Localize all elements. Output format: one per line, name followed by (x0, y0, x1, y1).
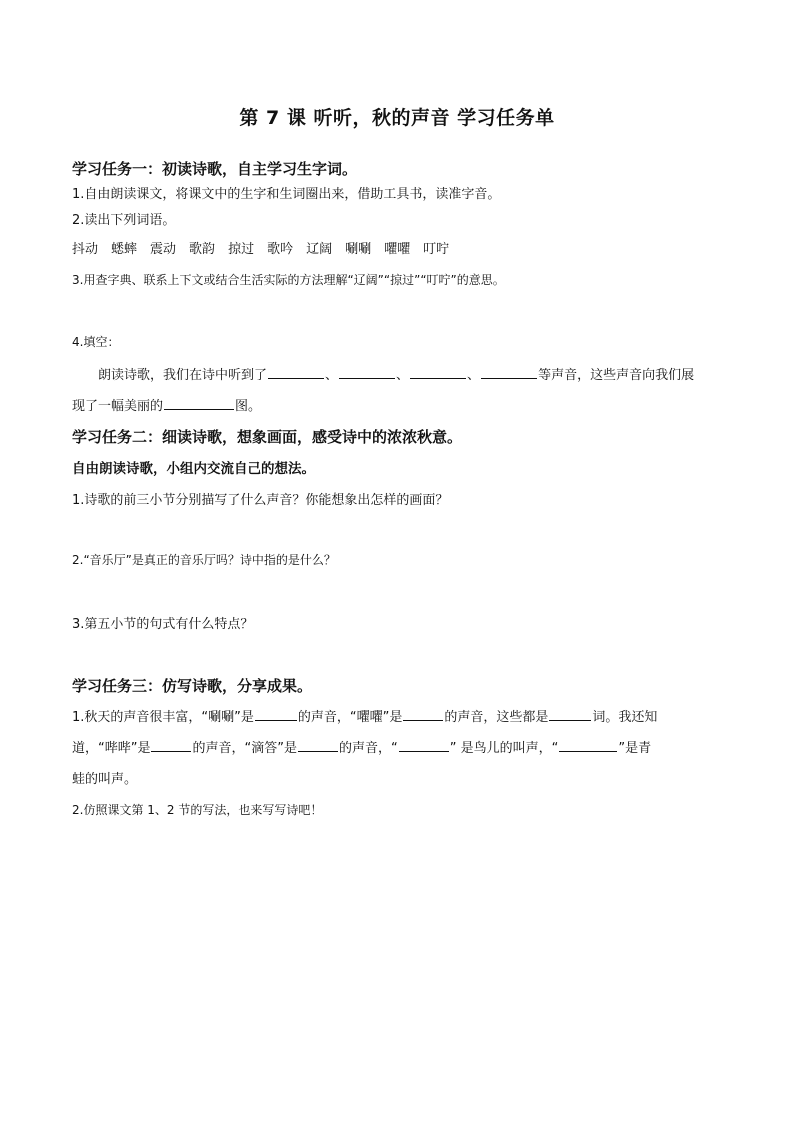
page-title: 第 7 课 听听，秋的声音 学习任务单 (239, 107, 555, 129)
blank-field[interactable] (298, 739, 338, 752)
blank-field[interactable] (268, 366, 324, 379)
blank-field[interactable] (410, 366, 466, 379)
task1-question-4: 4.填空： (72, 335, 120, 349)
blank-field[interactable] (151, 739, 191, 752)
vocab-word: 蟋蟀 (111, 242, 138, 257)
task2-subheading: 自由朗读诗歌，小组内交流自己的想法。 (72, 461, 315, 477)
vocab-word: 歌吟 (267, 242, 294, 257)
vocab-word: 震动 (150, 242, 177, 257)
task2-question-2: 2.“音乐厅”是真正的音乐厅吗？诗中指的是什么？ (72, 553, 336, 567)
task2-heading: 学习任务二：细读诗歌，想象画面，感受诗中的浓浓秋意。 (72, 428, 463, 446)
vocab-word: 唰唰 (345, 242, 372, 257)
blank-field[interactable] (164, 397, 234, 410)
blank-field[interactable] (399, 739, 449, 752)
task1-question-2: 2.读出下列词语。 (72, 213, 176, 228)
task3-line-3: 蛙的叫声。 (72, 772, 138, 787)
task1-question-3: 3.用查字典、联系上下文或结合生活实际的方法理解“辽阔”“掠过”“叮咛”的意思。 (72, 273, 505, 287)
task3-line-1: 1.秋天的声音很丰富，“唰唰”是 的声音，“㘗㘗”是 的声音，这些都是 词。我还知 (72, 710, 658, 725)
blank-field[interactable] (549, 708, 591, 721)
vocab-word: 掠过 (228, 242, 255, 257)
blank-field[interactable] (403, 708, 443, 721)
task1-heading: 学习任务一：初读诗歌，自主学习生字词。 (72, 160, 358, 178)
task1-question-1: 1.自由朗读课文，将课文中的生字和生词圈出来，借助工具书，读准字音。 (72, 187, 501, 202)
blank-field[interactable] (559, 739, 617, 752)
task2-question-3: 3.第五小节的句式有什么特点？ (72, 617, 254, 632)
vocab-word: 抖动 (72, 242, 99, 257)
task3-heading: 学习任务三：仿写诗歌，分享成果。 (72, 677, 313, 695)
vocab-word: 叮咛 (423, 242, 450, 257)
task2-question-1: 1.诗歌的前三小节分别描写了什么声音？你能想象出怎样的画面？ (72, 493, 449, 508)
vocab-word: 辽阔 (306, 242, 333, 257)
vocab-word: 㘗㘗 (384, 242, 411, 257)
task3-question-2: 2.仿照课文第 1、2 节的写法，也来写写诗吧！ (72, 803, 323, 817)
vocab-word: 歌韵 (189, 242, 216, 257)
blank-field[interactable] (255, 708, 297, 721)
fill-in-line-2: 现了一幅美丽的 图。 (72, 399, 262, 414)
fill-in-line-1: 朗读诗歌，我们在诗中听到了 、 、 、 等声音，这些声音向我们展 (98, 368, 695, 383)
vocabulary-list (72, 238, 726, 257)
blank-field[interactable] (339, 366, 395, 379)
blank-field[interactable] (481, 366, 537, 379)
task3-line-2: 道，“哔哔”是 的声音，“滴答”是 的声音，“ ” 是鸟儿的叫声，“ ”是青 (72, 741, 652, 756)
